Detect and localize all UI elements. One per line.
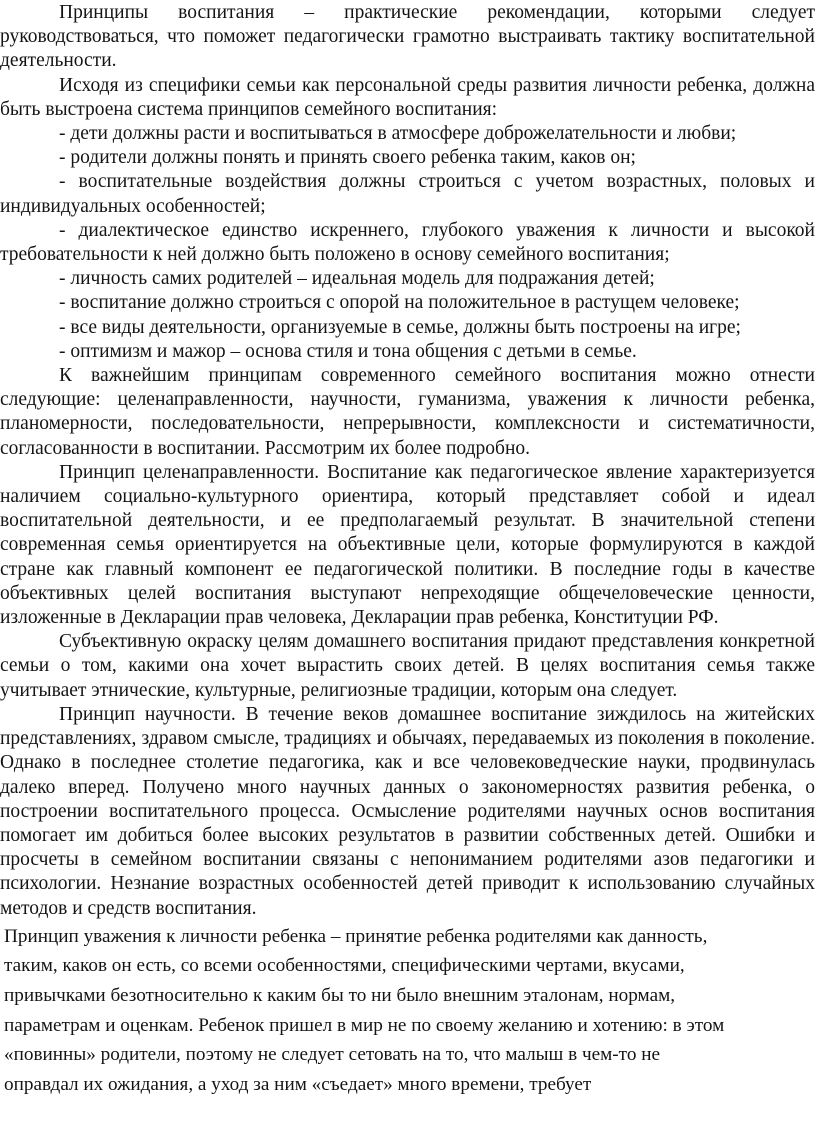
paragraph-scientific: Принцип научности. В течение веков домашнее воспитание зиждилось на житейских представлениях, здравом смысле, традициях и обычаях, передаваемых из поколения в поколение. Однако в последнее столетие педагогика, как и все человековедческие науки, продвинулась далеко вперед. Получено много научных данных о закономерностях развития ребенка, о построении воспитательного процесса. Осмысление родителями научных основ воспитания помогает им добиться более высоких результатов в развитии собственных детей. Ошибки и просчеты в семейном воспитании связаны с непониманием родителями азов педагогики и психологии. Незнание возрастных особенностей детей приводит к использованию случайных методов и средств воспитания. xyxy=(0,703,815,919)
tail-line: параметрам и оценкам. Ребенок пришел в мир не по своему желанию и хотению: в этом xyxy=(4,1014,725,1036)
paragraph-key-principles: К важнейшим принципам современного семейного воспитания можно отнести следующие: целенаправленности, научности, гуманизма, уважения к личности ребенка, планомерности, последовательности, непрерывности, комплексности и систематичности, согласованности в воспитании. Рассмотрим их более подробно. xyxy=(0,365,815,459)
tail-line: оправдал их ожидания, а уход за ним «съедает» много времени, требует xyxy=(4,1073,592,1095)
list-item: - воспитание должно строиться с опорой на положительное в растущем человеке; xyxy=(59,292,740,314)
list-item: - личность самих родителей – идеальная модель для подражания детей; xyxy=(59,268,655,290)
document-body xyxy=(0,1,815,921)
tail-line: привычками безотносительно к каким бы то ни было внешним эталонам, нормам, xyxy=(4,984,676,1006)
paragraph-principles-system: Исходя из специфики семьи как персональной среды развития личности ребенка, должна быть выстроена система принципов семейного воспитания: xyxy=(0,74,815,120)
list-item: - родители должны понять и принять своего ребенка таким, каков он; xyxy=(59,147,636,169)
list-item: - дети должны расти и воспитываться в атмосфере доброжелательности и любви; xyxy=(59,123,737,145)
tail-line: таким, каков он есть, со всеми особенностями, специфическими чертами, вкусами, xyxy=(4,955,685,977)
paragraph-subjective-goals: Субъективную окраску целям домашнего воспитания придают представления конкретной семьи о том, какими она хочет вырастить своих детей. В целях воспитания семья также учитывает этнические, культурные, религиозные традиции, которым она следует. xyxy=(0,631,815,701)
list-item: - все виды деятельности, организуемые в семье, должны быть построены на игре; xyxy=(59,316,741,338)
tail-line: «повинны» родители, поэтому не следует сетовать на то, что малыш в чем-то не xyxy=(4,1044,660,1066)
list-item: - воспитательные воздействия должны строиться с учетом возрастных, половых и индивидуальных особенностей; xyxy=(0,171,815,217)
tail-line: Принцип уважения к личности ребенка – принятие ребенка родителями как данность, xyxy=(4,925,708,947)
paragraph-purposefulness: Принцип целенаправленности. Воспитание как педагогическое явление характеризуется наличием социально-культурного ориентира, который представляет собой и идеал воспитательной деятельности, и ее предполагаемый результат. В значительной степени современная семья ориентируется на объективные цели, которые формулируются в каждой стране как главный компонент ее педагогической политики. В последние годы в качестве объективных целей воспитания выступают непреходящие общечеловеческие ценности, изложенные в Декларации прав человека, Декларации прав ребенка, Конституции РФ. xyxy=(0,461,815,629)
document-tail xyxy=(0,922,815,1100)
paragraph-intro: Принципы воспитания – практические рекомендации, которыми следует руководствоваться, что поможет педагогически грамотно выстраивать тактику воспитательной деятельности. xyxy=(0,2,815,72)
list-item: - диалектическое единство искреннего, глубокого уважения к личности и высокой требовательности к ней должно быть положено в основу семейного воспитания; xyxy=(0,219,815,266)
list-item: - оптимизм и мажор – основа стиля и тона общения с детьми в семье. xyxy=(59,340,637,362)
